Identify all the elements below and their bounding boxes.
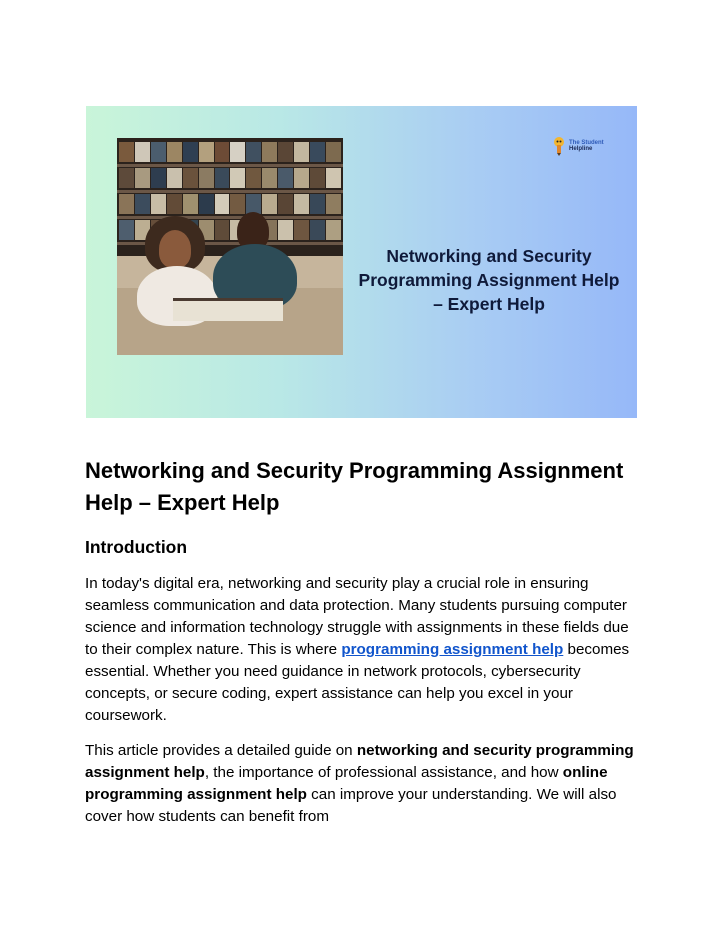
overview-bold-2: online programming assignment help — [85, 764, 608, 803]
students-studying-photo — [117, 138, 343, 355]
overview-bold-1: networking and security programming assignment help — [85, 742, 634, 781]
introduction-heading: Introduction — [85, 537, 188, 557]
student-left-face — [159, 230, 191, 268]
intro-paragraph — [85, 573, 645, 727]
logo-line-2: Helpline — [569, 146, 593, 152]
hero-banner — [86, 106, 637, 418]
banner-title: Networking and Security Programming Assignment Help – Expert Help — [358, 246, 620, 314]
the-student-helpline-logo — [552, 136, 604, 156]
books-stack — [173, 298, 283, 321]
logo-text — [569, 140, 604, 152]
intro-text-after-link: becomes essential. Whether you need guidance in network protocols, cybersecurity concepts, or secure coding, expert assistance can help you excel in your coursework. — [85, 641, 630, 724]
logo-line-1: The Student — [569, 140, 604, 146]
overview-text-2: , the importance of professional assistance, and how — [204, 764, 563, 781]
page-title: Networking and Security Programming Assignment Help – Expert Help — [85, 458, 624, 515]
intro-text-before-link: In today's digital era, networking and security play a crucial role in ensuring seamless communication and data protection. Many students pursuing computer science and information technology struggle with assignments in these fields due to their complex nature. This is where — [85, 575, 629, 658]
overview-text-3: can improve your understanding. We will also cover how students can benefit from — [85, 786, 617, 825]
overview-text-1: This article provides a detailed guide on — [85, 742, 357, 759]
pencil-mascot-icon — [552, 136, 566, 156]
article-overview-paragraph — [85, 740, 645, 828]
programming-assignment-help-link[interactable]: programming assignment help — [341, 641, 564, 658]
